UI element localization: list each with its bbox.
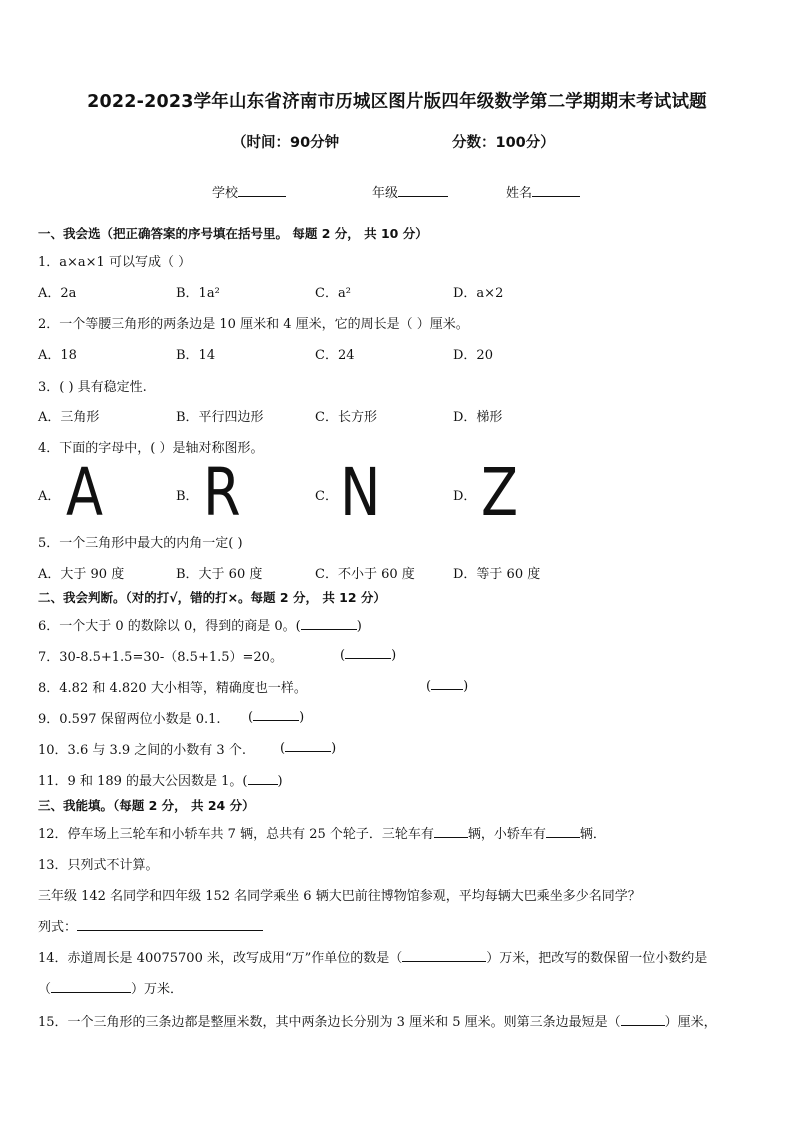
question-7: 7．30-8.5+1.5=30-（8.5+1.5）=20。 [38,650,283,665]
q15-text-b: ）厘米， [664,1015,717,1030]
question-2: 2．一个等腰三角形的两条边是 10 厘米和 4 厘米，它的周长是（ ）厘米。 [38,317,469,332]
grade-label: 年级 [372,186,399,201]
q15-blank[interactable] [621,1013,665,1026]
question-11 [38,770,283,789]
question-6 [38,615,362,634]
q5-option-c[interactable]: C．不小于 60 度 [315,567,415,582]
question-3: 3．( ) 具有稳定性. [38,380,147,395]
q3-option-a[interactable]: A．三角形 [38,410,100,425]
q14-text-c: （ [38,982,52,997]
q3-option-d[interactable]: D．梯形 [453,410,503,425]
exam-score: 分数：100分） [452,135,555,151]
q8-answer-blank[interactable] [431,677,463,690]
q12-text-c: 辆． [579,827,606,842]
q14-blank-2[interactable] [51,980,131,993]
q12-text-a: 12．停车场上三轮车和小轿车共 7 辆，总共有 25 个轮子．三轮车有 [38,827,434,842]
q5-option-b[interactable]: B．大于 60 度 [176,567,263,582]
question-13: 13．只列式不计算。 [38,858,159,873]
q4-letter-n: N [340,454,381,531]
q13-formula-blank[interactable] [77,918,263,931]
q12-blank-cars[interactable] [546,825,580,838]
q4-letter-r: R [203,454,241,531]
q2-option-d[interactable]: D．20 [453,348,493,363]
q15-text-a: 15．一个三角形的三条边都是整厘米数，其中两条边长分别为 3 厘米和 5 厘米。则第三条边最短是（ [38,1015,621,1030]
q1-option-a[interactable]: A．2a [38,286,77,301]
q3-option-c[interactable]: C．长方形 [315,410,377,425]
q4-option-b[interactable]: B． [176,489,199,504]
grade-field [372,182,448,201]
q11-answer-blank[interactable] [248,772,278,785]
question-8: 8．4.82 和 4.820 大小相等，精确度也一样。 [38,681,307,696]
school-label: 学校 [212,186,239,201]
section2-heading: 二、我会判断。（对的打√，错的打×。每题 2 分， 共 12 分） [38,590,386,605]
q14-blank-1[interactable] [402,949,486,962]
q9-answer-blank[interactable] [253,708,299,721]
page-title: 2022-2023学年山东省济南市历城区图片版四年级数学第二学期期末考试试题 [87,92,707,112]
name-label: 姓名 [506,186,533,201]
q1-option-b[interactable]: B．1a² [176,286,220,301]
name-field [506,182,580,201]
exam-time: （时间：90分钟 [232,135,340,151]
q8-answer[interactable]: ( ) [426,679,469,694]
school-field [212,182,286,201]
q11-close: ) [277,774,283,789]
q12-text-b: 辆，小轿车有 [467,827,546,842]
q11-text: 11．9 和 189 的最大公因数是 1。( [38,774,248,789]
question-5: 5．一个三角形中最大的内角一定( ) [38,536,243,551]
q4-option-a[interactable]: A． [38,489,61,504]
school-blank[interactable] [238,184,286,197]
section1-heading: 一、我会选（把正确答案的序号填在括号里。 每题 2 分， 共 10 分） [38,226,428,241]
question-14 [38,947,707,966]
q10-answer-blank[interactable] [285,739,331,752]
question-10: 10．3.6 与 3.9 之间的小数有 3 个. [38,743,246,758]
question-4: 4．下面的字母中，( ）是轴对称图形。 [38,441,264,456]
section3-heading: 三、我能填。（每题 2 分， 共 24 分） [38,798,255,813]
q13-formula [38,916,263,935]
q2-option-c[interactable]: C．24 [315,348,355,363]
q14-text-d: ）万米． [131,982,184,997]
q14-text-b: ）万米，把改写的数保留一位小数约是 [486,951,708,966]
q6-close: ) [356,619,362,634]
question-12 [38,823,606,842]
q6-text: 6．一个大于 0 的数除以 0，得到的商是 0。( [38,619,301,634]
q1-option-d[interactable]: D．a×2 [453,286,504,301]
q4-option-d[interactable]: D． [453,489,477,504]
question-1: 1．a×a×1 可以写成（ ） [38,255,192,270]
question-9: 9．0.597 保留两位小数是 0.1. [38,712,221,727]
q12-blank-tricycles[interactable] [434,825,468,838]
q4-letter-a: A [66,454,104,531]
q1-option-c[interactable]: C．a² [315,286,351,301]
question-14-cont [38,978,183,997]
question-15 [38,1011,717,1030]
q3-option-b[interactable]: B．平行四边形 [176,410,264,425]
q2-option-b[interactable]: B．14 [176,348,216,363]
q4-option-c[interactable]: C． [315,489,338,504]
q14-text-a: 14．赤道周长是 40075700 米，改写成用“万”作单位的数是（ [38,951,403,966]
q9-answer[interactable]: ( ) [248,710,305,725]
q13-formula-label: 列式： [38,920,78,935]
q6-answer-blank[interactable] [301,617,357,630]
q13-body: 三年级 142 名同学和四年级 152 名同学乘坐 6 辆大巴前往博物馆参观，平均每辆大巴乘坐多少名同学？ [38,889,641,904]
name-blank[interactable] [532,184,580,197]
q7-answer-blank[interactable] [345,646,391,659]
grade-blank[interactable] [398,184,448,197]
q2-option-a[interactable]: A．18 [38,348,77,363]
q5-option-a[interactable]: A．大于 90 度 [38,567,125,582]
q4-letter-z: Z [481,454,519,531]
q7-answer[interactable]: ( ) [340,648,397,663]
q5-option-d[interactable]: D．等于 60 度 [453,567,541,582]
q10-answer[interactable]: ( ) [280,741,337,756]
